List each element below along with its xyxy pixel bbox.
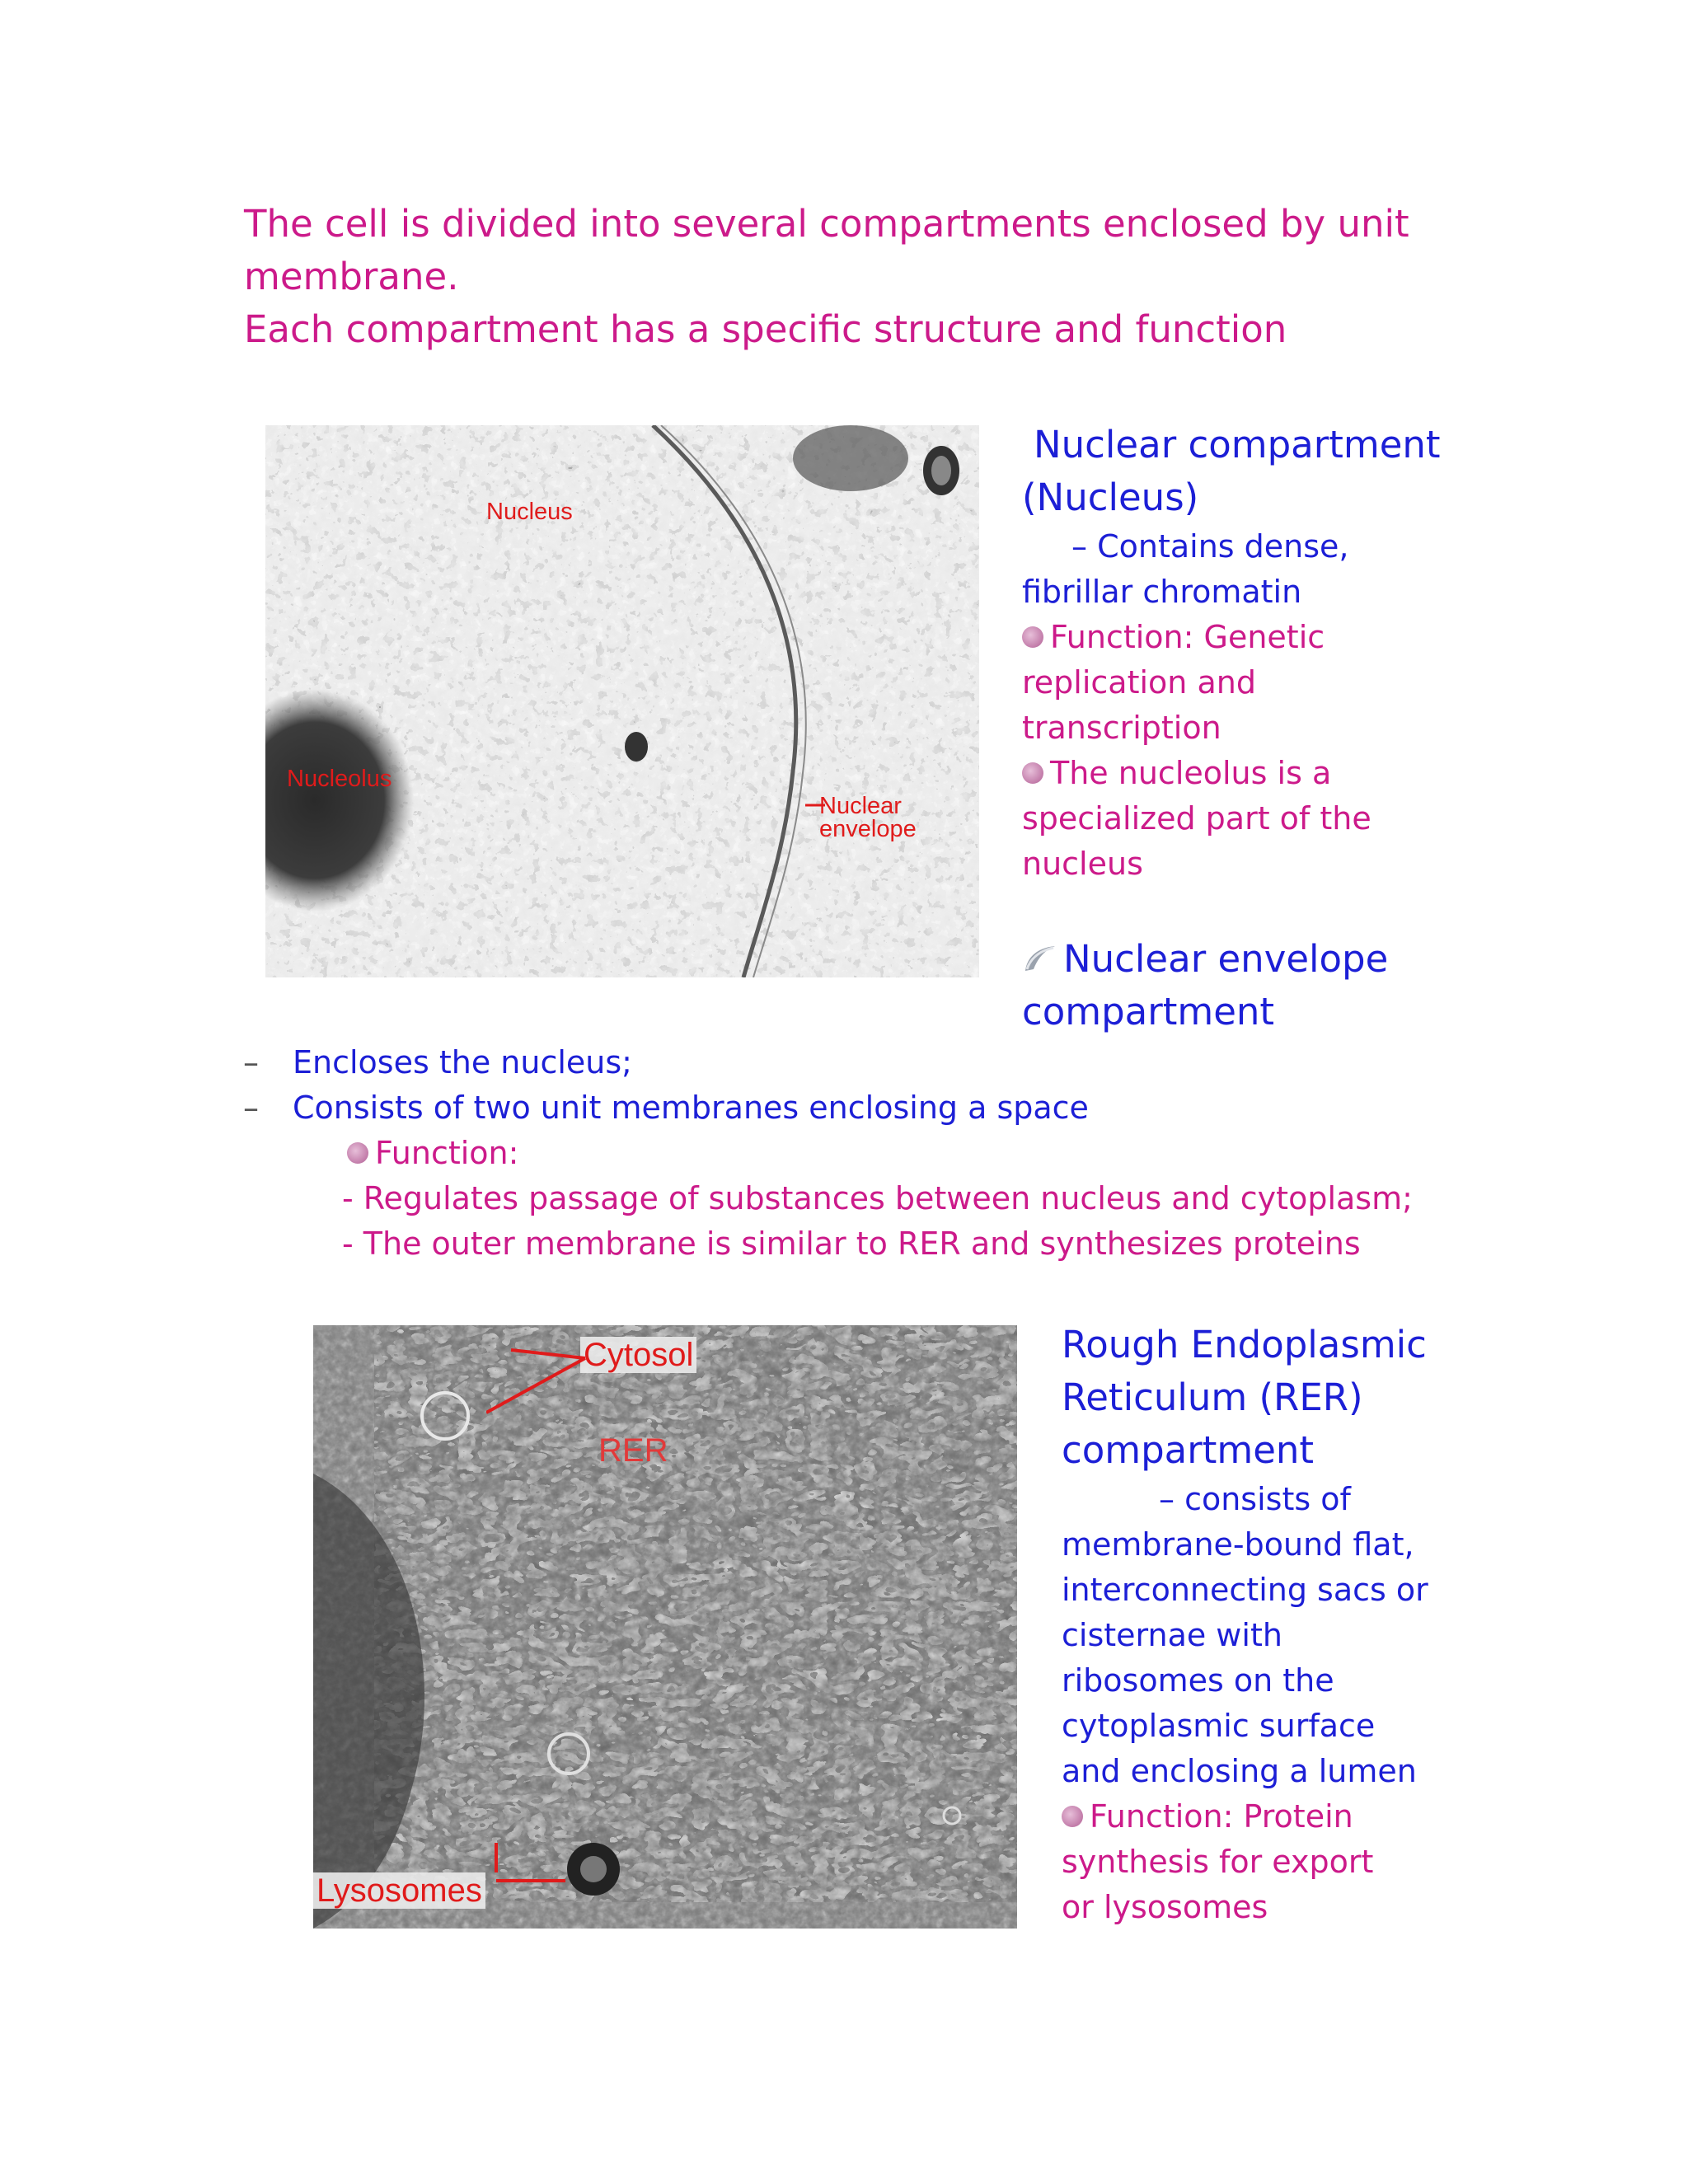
dash-marker: – (243, 1044, 259, 1080)
rer-micrograph (313, 1325, 1017, 1929)
list-item-text: Encloses the nucleus; (293, 1044, 632, 1080)
rer-section (1062, 1319, 1474, 1930)
desc-line: ribosomes on the (1062, 1662, 1334, 1699)
nuclear-function (1022, 615, 1451, 751)
rer-description (1062, 1477, 1474, 1794)
list-item-text: Consists of two unit membranes enclosing a space (293, 1090, 1089, 1126)
rer-heading (1062, 1319, 1474, 1477)
heading-line: Reticulum (RER) (1062, 1376, 1363, 1419)
heading-line: Nuclear compartment (1034, 423, 1441, 466)
cytosol-pointer-lines (486, 1343, 589, 1418)
func-line: synthesis for export (1062, 1844, 1374, 1880)
bullet-icon (1022, 626, 1043, 648)
label-line: envelope (819, 816, 917, 842)
heading-line: Nuclear envelope (1063, 937, 1389, 981)
note-line: The nucleolus is a (1050, 755, 1332, 791)
curl-bullet-icon (1022, 941, 1060, 974)
desc-line: cisternae with (1062, 1617, 1282, 1653)
envelope-pointer-line (805, 803, 825, 808)
envelope-heading-block (1022, 933, 1451, 1038)
desc-line: – Contains dense, (1071, 528, 1349, 565)
function-item: - Regulates passage of substances between nucleus and cytoplasm; (342, 1180, 1413, 1216)
heading-line: compartment (1062, 1428, 1315, 1472)
nucleus-micrograph (265, 425, 979, 977)
desc-line: interconnecting sacs or (1062, 1572, 1428, 1608)
desc-line: membrane-bound flat, (1062, 1526, 1414, 1563)
nuclear-heading (1022, 419, 1451, 524)
lysosomes-label: Lysosomes (313, 1872, 485, 1909)
intro-line: membrane. (244, 255, 459, 298)
bullet-icon (1022, 762, 1043, 784)
func-line: Function: Genetic (1050, 619, 1325, 655)
nucleus-label: Nucleus (486, 499, 573, 525)
desc-line: fibrillar chromatin (1022, 574, 1302, 610)
heading-line: compartment (1022, 990, 1275, 1033)
list-item (243, 1085, 1413, 1131)
bullet-icon (347, 1142, 368, 1164)
rer-label: RER (598, 1432, 668, 1469)
nuclear-compartment-section (1022, 419, 1451, 887)
desc-line: cytoplasmic surface (1062, 1708, 1376, 1744)
nuclear-description (1022, 524, 1451, 615)
nucleus-micrograph-texture (265, 425, 979, 977)
bullet-icon (1062, 1806, 1083, 1827)
func-line: Function: Protein (1090, 1798, 1353, 1835)
envelope-details (243, 1040, 1413, 1267)
heading-line: Rough Endoplasmic (1062, 1323, 1427, 1366)
desc-line: – consists of (1159, 1481, 1351, 1517)
func-line: or lysosomes (1062, 1889, 1268, 1925)
nucleolus-label: Nucleolus (287, 766, 392, 792)
intro-text (244, 198, 1480, 356)
dash-marker: – (243, 1090, 259, 1126)
note-line: nucleus (1022, 846, 1143, 882)
function-item: - The outer membrane is similar to RER and synthesizes proteins (342, 1226, 1361, 1262)
function-label: Function: (375, 1135, 519, 1171)
note-line: specialized part of the (1022, 800, 1372, 837)
nuclear-envelope-label (819, 794, 917, 841)
envelope-heading (1022, 933, 1451, 1038)
heading-line: (Nucleus) (1022, 476, 1199, 519)
func-line: transcription (1022, 710, 1221, 746)
rer-micrograph-texture (313, 1325, 1017, 1929)
label-line: Nuclear (819, 793, 902, 819)
intro-line: The cell is divided into several compartments enclosed by unit (244, 202, 1409, 246)
list-item (243, 1040, 1413, 1085)
rer-function (1062, 1794, 1474, 1930)
func-line: replication and (1022, 664, 1256, 701)
lysosomes-pointer-lines (485, 1843, 567, 1892)
intro-line: Each compartment has a specific structure and function (244, 307, 1287, 351)
desc-line: and enclosing a lumen (1062, 1753, 1417, 1789)
envelope-function (293, 1131, 1413, 1267)
nucleolus-note (1022, 751, 1451, 887)
cytosol-label: Cytosol (580, 1337, 696, 1373)
